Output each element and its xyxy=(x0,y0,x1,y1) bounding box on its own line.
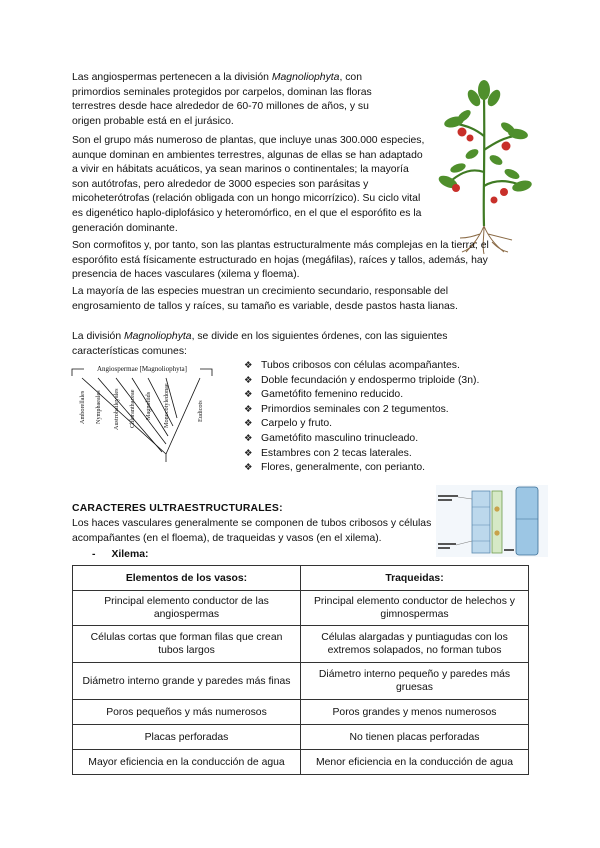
division-text: La división xyxy=(72,331,124,342)
feature-text: Doble fecundación y endospermo triploide (3n). xyxy=(261,374,480,386)
ultrastructure-paragraph: Los haces vasculares generalmente se componen de tubos cribosos y células acompañantes (en el floema), de traqueidas y vasos (en el xilema). xyxy=(72,518,432,544)
list-item xyxy=(244,461,504,476)
bullet-icon: ❖ xyxy=(244,418,253,430)
table-row xyxy=(73,700,529,725)
feature-text: Tubos cribosos con células acompañantes. xyxy=(261,360,460,371)
bullet-icon: ❖ xyxy=(244,389,253,401)
list-item xyxy=(244,403,504,418)
table-cell: Diámetro interno pequeño y paredes más gruesas xyxy=(301,663,529,700)
bullet-icon: ❖ xyxy=(244,374,253,386)
intro-paragraph-1 xyxy=(72,71,394,129)
list-item xyxy=(244,359,504,374)
intro-paragraph-2: Son el grupo más numeroso de plantas, que incluye unas 300.000 especies, aunque dominan en ambientes terrestres, algunas de ellas se han adaptado a vivir en hábitats acuáticos, ya sean marinos o continentales; la mayoría son autótrofas, pero alrededor de 3000 especies son parásitas y micoheterótrofas (relación obligada con un hongo micorrízico). Su ciclo vital es digenético haplo-diplofásico y heteromórfico, en el que el esporófito es la generación dominante. xyxy=(72,135,425,234)
table-cell: Placas perforadas xyxy=(73,725,301,750)
division-name-italic: Magnoliophyta xyxy=(123,331,192,342)
taxon-eudicots: Eudicots xyxy=(197,400,204,422)
table-cell: Principal elemento conductor de las angiospermas xyxy=(73,591,301,626)
feature-text: Estambres con 2 tecas laterales. xyxy=(261,447,412,459)
bullet-icon: ❖ xyxy=(244,447,253,459)
section-heading: CARACTERES ULTRAESTRUCTURALES: xyxy=(72,503,283,514)
feature-text: Primordios seminales con 2 tegumentos. xyxy=(261,403,449,415)
table-cell: Células alargadas y puntiagudas con los extremos solapados, no forman tubos xyxy=(301,626,529,663)
cladogram-title: Angiospermae [Magnoliophyta] xyxy=(96,365,188,373)
table-cell: No tienen placas perforadas xyxy=(301,725,529,750)
bullet-icon: ❖ xyxy=(244,403,253,415)
intro-text-continued: , con primordios seminales protegidos por carpelos, dominan las floras terrestres desde hace alrededor de 60-70 millones de años, y su origen probable está en el jurásico. xyxy=(72,72,372,127)
table-cell: Principal elemento conductor de helechos y gimnospermas xyxy=(301,591,529,626)
vascular-tissue-diagram xyxy=(436,485,548,557)
list-item xyxy=(244,374,504,389)
bullet-icon: ❖ xyxy=(244,462,253,474)
secondary-growth-paragraph: La mayoría de las especies muestran un crecimiento secundario, responsable del engrosamiento de tallos y raíces, su tamaño es variable, desde pastos hasta lianas. xyxy=(72,286,458,312)
table-cell: Mayor eficiencia en la conducción de agua xyxy=(73,750,301,775)
intro-text: Las angiospermas pertenecen a la división xyxy=(72,72,272,83)
feature-text: Gametófito femenino reducido. xyxy=(261,389,404,401)
taxon-monocotyledonae: Monocotyledonae xyxy=(163,383,170,428)
table-cell: Menor eficiencia en la conducción de agua xyxy=(301,750,529,775)
taxon-magnoliids: Magnoliids xyxy=(145,391,152,420)
cladogram-bracket-left xyxy=(72,369,84,376)
cladogram xyxy=(70,362,220,466)
table-row xyxy=(73,750,529,775)
taxon-amborellales: Amborellales xyxy=(79,390,86,424)
feature-text: Gametófito masculino trinucleado. xyxy=(261,432,419,444)
cormophyte-paragraph: Son cormofitos y, por tanto, son las plantas estructuralmente más complejas en la tierra; el esporófito está físicamente estructurado en hojas (megáfilas), raíces y tallos, además, hay presencia de haces vasculares (xilema y floema). xyxy=(72,240,489,281)
table-row xyxy=(73,626,529,663)
table-header-row xyxy=(73,566,529,591)
xilema-label: Xilema: xyxy=(111,549,149,560)
list-item xyxy=(244,417,504,432)
division-name: Magnoliophyta xyxy=(271,72,340,83)
list-item xyxy=(244,432,504,447)
table-cell: Células cortas que forman filas que crean tubos largos xyxy=(73,626,301,663)
bullet-icon: ❖ xyxy=(244,432,253,444)
header-tracheids: Traqueidas: xyxy=(301,566,529,591)
companion-cells xyxy=(492,491,502,553)
taxon-nymphaeales: Nymphaeales xyxy=(95,390,102,424)
cladogram-bracket-right xyxy=(200,369,212,376)
table-cell: Poros pequeños y más numerosos xyxy=(73,700,301,725)
dash-bullet: - xyxy=(92,549,96,560)
table-row xyxy=(73,591,529,626)
feature-text: Carpelo y fruto. xyxy=(261,418,333,430)
list-item xyxy=(244,447,504,462)
features-list xyxy=(244,359,504,476)
xylem-comparison-table xyxy=(72,565,529,775)
plant-illustration xyxy=(434,76,534,254)
table-cell: Poros grandes y menos numerosos xyxy=(301,700,529,725)
table-row xyxy=(73,663,529,700)
taxon-chloranthaceae: Chloranthaceae xyxy=(129,389,136,428)
sieve-tube xyxy=(472,491,490,553)
list-item xyxy=(244,388,504,403)
header-vessel-elements: Elementos de los vasos: xyxy=(73,566,301,591)
bullet-icon: ❖ xyxy=(244,360,253,371)
feature-text: Flores, generalmente, con periantо. xyxy=(261,462,426,474)
taxon-austrobaileyales: Austrobaileyales xyxy=(113,388,120,430)
table-row xyxy=(73,725,529,750)
division-paragraph xyxy=(72,330,472,359)
division-text-continued: , se divide en los siguientes órdenes, con las siguientes características comunes: xyxy=(72,331,448,357)
table-cell: Diámetro interno grande y paredes más finas xyxy=(73,663,301,700)
vessel-element xyxy=(516,487,538,555)
xilema-subheading xyxy=(92,548,148,563)
